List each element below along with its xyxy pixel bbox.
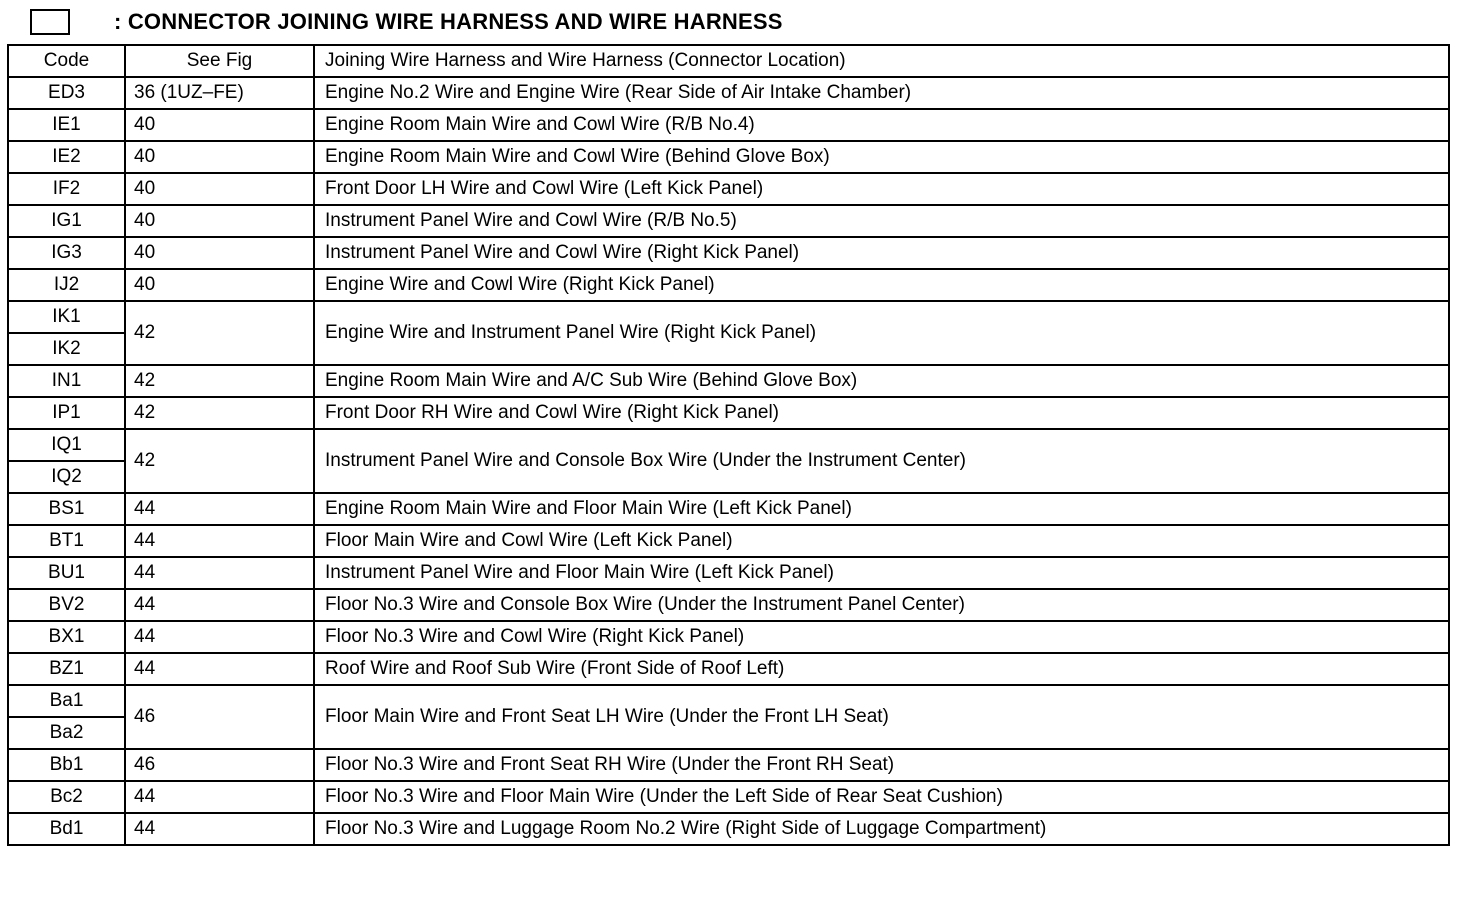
connector-code: IN1 <box>8 365 125 397</box>
connector-location: Engine Room Main Wire and Floor Main Wire (Left Kick Panel) <box>314 493 1449 525</box>
connector-code: BX1 <box>8 621 125 653</box>
connector-code: BT1 <box>8 525 125 557</box>
connector-code: ED3 <box>8 77 125 109</box>
connector-location: Engine Wire and Instrument Panel Wire (Right Kick Panel) <box>314 301 1449 365</box>
see-fig-value: 42 <box>125 397 314 429</box>
connector-location: Engine Wire and Cowl Wire (Right Kick Panel) <box>314 269 1449 301</box>
connector-location: Engine Room Main Wire and Cowl Wire (Behind Glove Box) <box>314 141 1449 173</box>
connector-code: IG3 <box>8 237 125 269</box>
connector-location: Engine Room Main Wire and Cowl Wire (R/B No.4) <box>314 109 1449 141</box>
see-fig-value: 44 <box>125 493 314 525</box>
table-row <box>8 269 1449 301</box>
connector-location: Instrument Panel Wire and Cowl Wire (R/B No.5) <box>314 205 1449 237</box>
connector-code: Bd1 <box>8 813 125 845</box>
see-fig-value: 42 <box>125 429 314 493</box>
see-fig-value: 40 <box>125 205 314 237</box>
connector-code: BV2 <box>8 589 125 621</box>
title-row <box>30 4 783 40</box>
connector-code: IQ1 <box>8 429 125 461</box>
table-row <box>8 557 1449 589</box>
table-row <box>8 365 1449 397</box>
connector-location: Floor Main Wire and Front Seat LH Wire (Under the Front LH Seat) <box>314 685 1449 749</box>
see-fig-value: 44 <box>125 813 314 845</box>
see-fig-value: 44 <box>125 653 314 685</box>
page-title: : CONNECTOR JOINING WIRE HARNESS AND WIRE HARNESS <box>114 9 783 34</box>
connector-code: Ba1 <box>8 685 125 717</box>
connector-location: Floor Main Wire and Cowl Wire (Left Kick Panel) <box>314 525 1449 557</box>
table-row <box>8 141 1449 173</box>
table-row <box>8 237 1449 269</box>
table-row <box>8 653 1449 685</box>
header-code: Code <box>8 45 125 77</box>
connector-location: Floor No.3 Wire and Floor Main Wire (Under the Left Side of Rear Seat Cushion) <box>314 781 1449 813</box>
connector-location: Instrument Panel Wire and Console Box Wire (Under the Instrument Center) <box>314 429 1449 493</box>
see-fig-value: 40 <box>125 173 314 205</box>
table-row <box>8 173 1449 205</box>
connector-code: BU1 <box>8 557 125 589</box>
connector-code: Ba2 <box>8 717 125 749</box>
table-row <box>8 813 1449 845</box>
table-row <box>8 493 1449 525</box>
connector-location: Engine Room Main Wire and A/C Sub Wire (Behind Glove Box) <box>314 365 1449 397</box>
see-fig-value: 42 <box>125 301 314 365</box>
table-body <box>8 77 1449 845</box>
see-fig-value: 46 <box>125 749 314 781</box>
table-row <box>8 749 1449 781</box>
connector-code: IF2 <box>8 173 125 205</box>
table-row <box>8 77 1449 109</box>
table-row <box>8 685 1449 717</box>
connector-code: IE1 <box>8 109 125 141</box>
table-header-row <box>8 45 1449 77</box>
connector-location: Front Door LH Wire and Cowl Wire (Left Kick Panel) <box>314 173 1449 205</box>
see-fig-value: 46 <box>125 685 314 749</box>
connector-location: Instrument Panel Wire and Cowl Wire (Right Kick Panel) <box>314 237 1449 269</box>
connector-code: IK2 <box>8 333 125 365</box>
connector-code: Bb1 <box>8 749 125 781</box>
connector-location: Instrument Panel Wire and Floor Main Wire (Left Kick Panel) <box>314 557 1449 589</box>
see-fig-value: 40 <box>125 269 314 301</box>
connector-code: Bc2 <box>8 781 125 813</box>
connector-code: IG1 <box>8 205 125 237</box>
connector-location: Floor No.3 Wire and Luggage Room No.2 Wire (Right Side of Luggage Compartment) <box>314 813 1449 845</box>
connector-location: Floor No.3 Wire and Cowl Wire (Right Kick Panel) <box>314 621 1449 653</box>
connector-code: IE2 <box>8 141 125 173</box>
connector-location: Roof Wire and Roof Sub Wire (Front Side of Roof Left) <box>314 653 1449 685</box>
connector-table <box>7 44 1450 846</box>
table-row <box>8 301 1449 333</box>
table-row <box>8 781 1449 813</box>
see-fig-value: 44 <box>125 557 314 589</box>
connector-location: Engine No.2 Wire and Engine Wire (Rear Side of Air Intake Chamber) <box>314 77 1449 109</box>
connector-code: BS1 <box>8 493 125 525</box>
see-fig-value: 44 <box>125 781 314 813</box>
table-row <box>8 525 1449 557</box>
connector-code: IK1 <box>8 301 125 333</box>
connector-code: IQ2 <box>8 461 125 493</box>
table-row <box>8 621 1449 653</box>
connector-code: IP1 <box>8 397 125 429</box>
connector-code: BZ1 <box>8 653 125 685</box>
header-location: Joining Wire Harness and Wire Harness (Connector Location) <box>314 45 1449 77</box>
connector-location: Floor No.3 Wire and Console Box Wire (Under the Instrument Panel Center) <box>314 589 1449 621</box>
connector-location: Front Door RH Wire and Cowl Wire (Right Kick Panel) <box>314 397 1449 429</box>
connector-legend-box-icon <box>30 9 70 35</box>
table-row <box>8 589 1449 621</box>
see-fig-value: 42 <box>125 365 314 397</box>
see-fig-value: 44 <box>125 525 314 557</box>
see-fig-value: 44 <box>125 621 314 653</box>
table-row <box>8 109 1449 141</box>
header-see-fig: See Fig <box>125 45 314 77</box>
see-fig-value: 40 <box>125 237 314 269</box>
see-fig-value: 40 <box>125 109 314 141</box>
see-fig-value: 44 <box>125 589 314 621</box>
connector-location: Floor No.3 Wire and Front Seat RH Wire (Under the Front RH Seat) <box>314 749 1449 781</box>
see-fig-value: 40 <box>125 141 314 173</box>
table-row <box>8 397 1449 429</box>
table-row <box>8 205 1449 237</box>
see-fig-value: 36 (1UZ–FE) <box>125 77 314 109</box>
connector-code: IJ2 <box>8 269 125 301</box>
table-row <box>8 429 1449 461</box>
